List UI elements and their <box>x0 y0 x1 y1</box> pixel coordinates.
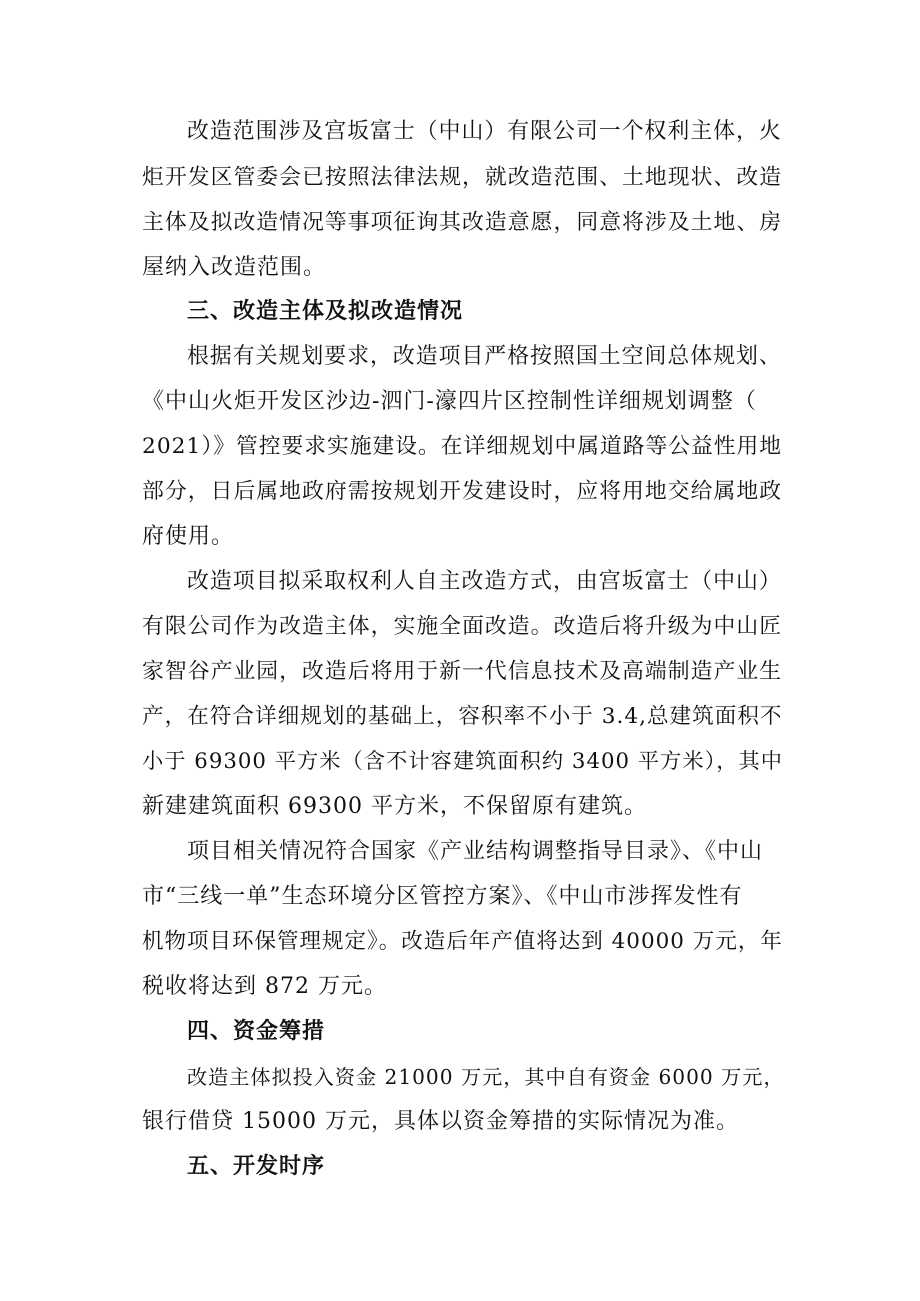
paragraph-2-line-3: 2021）》管控要求实施建设。在详细规划中属道路等公益性用地 <box>142 434 782 459</box>
paragraph-4-line-4: 税收将达到 872 万元。 <box>142 974 387 999</box>
paragraph-3-line-5: 小于 69300 平方米（含不计容建筑面积约 3400 平方米），其中 <box>142 749 784 774</box>
paragraph-3-line-3: 家智谷产业园，改造后将用于新一代信息技术及高端制造产业生 <box>142 659 783 684</box>
paragraph-2-line-4: 部分，日后属地政府需按规划开发建设时，应将用地交给属地政 <box>142 479 783 504</box>
section-heading-5: 五、开发时序 <box>187 1154 326 1179</box>
paragraph-2-line-2: 《中山火炬开发区沙边-泗门-濠四片区控制性详细规划调整（ <box>142 389 757 414</box>
paragraph-2-line-5: 府使用。 <box>142 524 235 549</box>
paragraph-4-line-3: 机物项目环保管理规定》。改造后年产值将达到 40000 万元，年 <box>142 929 783 954</box>
paragraph-1-line-1: 改造范围涉及宫坂富士（中山）有限公司一个权利主体，火 <box>187 119 782 144</box>
paragraph-3-line-1: 改造项目拟采取权利人自主改造方式，由宫坂富士（中山） <box>187 569 782 594</box>
section-heading-4: 四、资金筹措 <box>187 1019 326 1044</box>
paragraph-1-line-3: 主体及拟改造情况等事项征询其改造意愿，同意将涉及土地、房 <box>142 210 783 235</box>
paragraph-3-line-4: 产，在符合详细规划的基础上，容积率不小于 3.4,总建筑面积不 <box>142 704 783 729</box>
paragraph-4-line-1: 项目相关情况符合国家《产业结构调整指导目录》、《中山 <box>187 839 764 864</box>
paragraph-5-line-2: 银行借贷 15000 万元，具体以资金筹措的实际情况为准。 <box>142 1109 739 1134</box>
paragraph-1-line-2: 炬开发区管委会已按照法律法规，就改造范围、土地现状、改造 <box>142 165 783 190</box>
paragraph-3-line-2: 有限公司作为改造主体，实施全面改造。改造后将升级为中山匠 <box>142 614 783 639</box>
paragraph-2-line-1: 根据有关规划要求，改造项目严格按照国土空间总体规划、 <box>187 344 782 369</box>
paragraph-4-line-2: 市“三线一单”生态环境分区管控方案》、《中山市涉挥发性有 <box>142 884 743 909</box>
paragraph-3-line-6: 新建建筑面积 69300 平方米，不保留原有建筑。 <box>142 794 647 819</box>
paragraph-5-line-1: 改造主体拟投入资金 21000 万元，其中自有资金 6000 万元， <box>187 1065 785 1089</box>
section-heading-3: 三、改造主体及拟改造情况 <box>187 299 464 324</box>
paragraph-1-line-4: 屋纳入改造范围。 <box>142 255 327 280</box>
